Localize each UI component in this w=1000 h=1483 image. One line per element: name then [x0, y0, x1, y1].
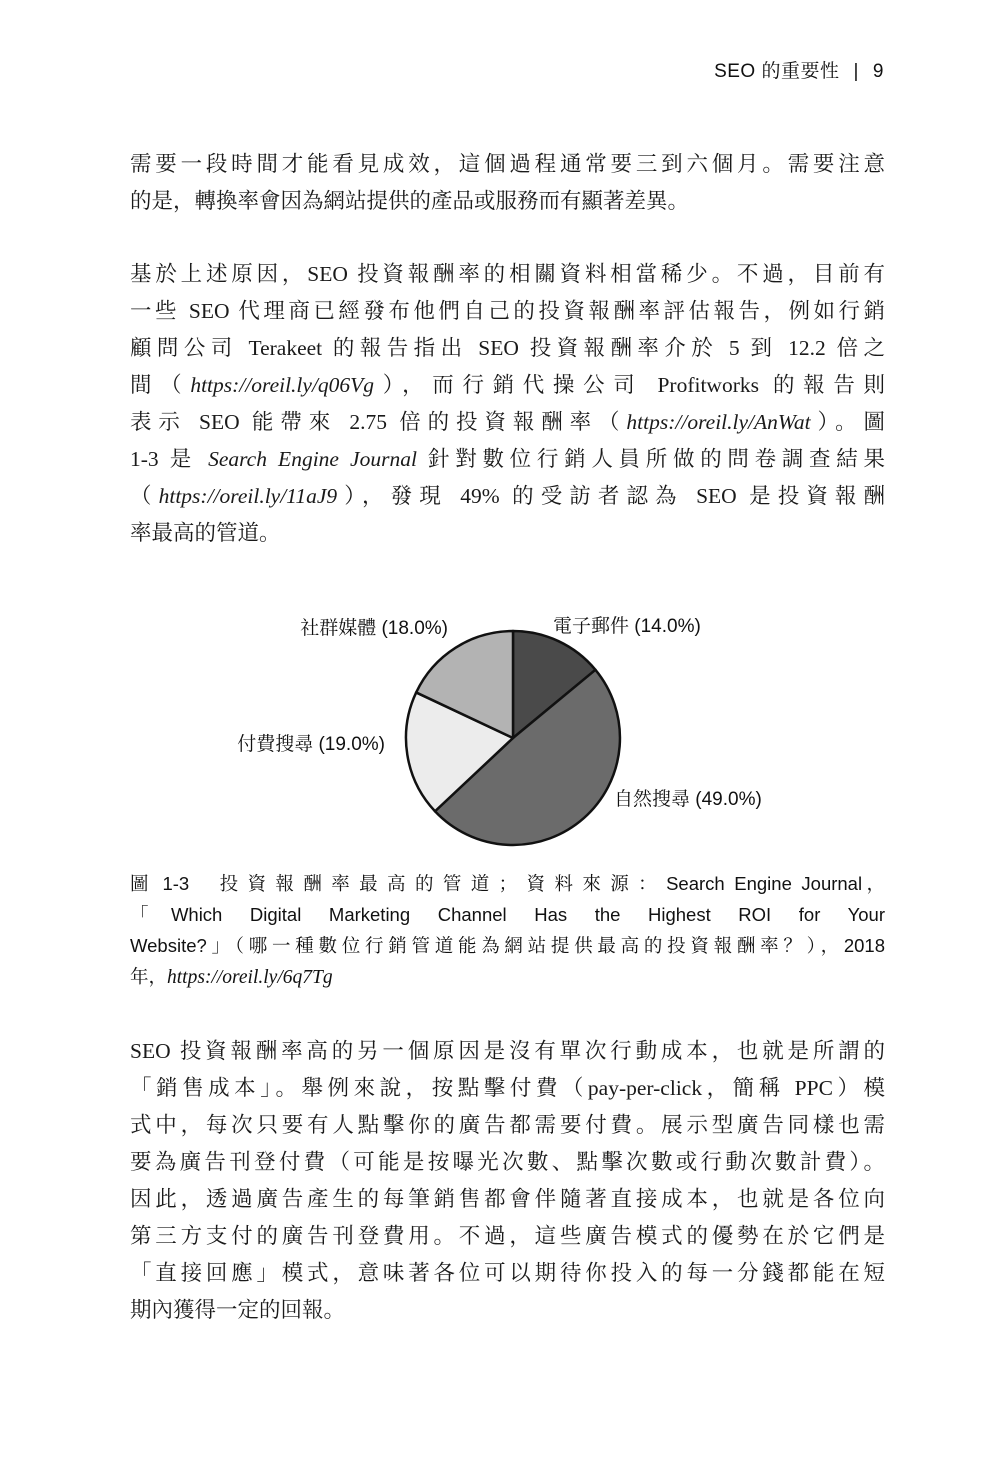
journal-name: Search Engine Journal [208, 447, 417, 471]
figure-caption [130, 868, 885, 993]
paragraph-line: 率最高的管道。 [130, 521, 281, 545]
paragraph-line: 式中，每次只要有人點擊你的廣告都需要付費。展示型廣告同樣也需 [130, 1113, 885, 1137]
link-profitworks[interactable]: https://oreil.ly/AnWat [626, 410, 811, 434]
paragraph-line: 因此，透過廣告產生的每筆銷售都會伴隨著直接成本，也就是各位向 [130, 1187, 885, 1211]
running-head-title: SEO 的重要性 [714, 61, 840, 82]
text-run: 間（ [130, 373, 191, 397]
slice-label: 社群媒體 (18.0%) [300, 618, 448, 639]
paragraph-line [130, 404, 885, 441]
page-number: 9 [872, 61, 884, 82]
link-figure-source[interactable]: https://oreil.ly/6q7Tg [167, 967, 333, 988]
link-terakeet[interactable]: https://oreil.ly/q06Vg [190, 373, 375, 397]
text-run: ），而行銷代操公司 Profitworks 的報告則 [374, 373, 885, 397]
paragraph-line: 一些 SEO 代理商已經發布他們自己的投資報酬率評估報告，例如行銷 [130, 299, 885, 323]
paragraph-line: 基於上述原因，SEO 投資報酬率的相關資料相當稀少。不過，目前有 [130, 262, 885, 286]
paragraph-line: 要為廣告刊登付費（可能是按曝光次數、點擊次數或行動次數計費）。 [130, 1150, 885, 1174]
paragraph-line [130, 478, 885, 515]
slice-label: 付費搜尋 (19.0%) [237, 734, 385, 755]
slice-label: 自然搜尋 (49.0%) [614, 789, 762, 810]
text-run: ），發現 49% 的受訪者認為 SEO 是投資報酬 [337, 484, 885, 508]
text-run: ）。圖 [810, 410, 885, 434]
caption-line [130, 868, 885, 899]
figure-title: 投資報酬率最高的管道；資料來源： [215, 873, 667, 894]
paragraph-line: 「銷售成本」。舉例來說，按點擊付費（pay-per-click，簡稱 PPC）模 [130, 1076, 885, 1100]
slice-label: 電子郵件 (14.0%) [553, 616, 701, 637]
paragraph-3 [130, 1033, 885, 1329]
figure-number: 圖 1-3 [130, 873, 190, 894]
paragraph-line: 顧問公司 Terakeet 的報告指出 SEO 投資報酬率介於 5 到 12.2 倍之 [130, 336, 885, 360]
paragraph-line: 期內獲得一定的回報。 [130, 1298, 346, 1322]
running-head-separator: | [853, 61, 859, 82]
paragraph-line: SEO 投資報酬率高的另一個原因是沒有單次行動成本，也就是所謂的 [130, 1039, 885, 1063]
caption-line: 「Which Digital Marketing Channel Has the Highest ROI for Your [130, 904, 885, 925]
text-run: Search Engine Journal， [666, 873, 885, 894]
paragraph-line: 第三方支付的廣告刊登費用。不過，這些廣告模式的優勢在於它們是 [130, 1224, 885, 1248]
paragraph-2 [130, 256, 885, 552]
text-run: 年， [130, 966, 168, 987]
text-run: 針對數位行銷人員所做的問卷調查結果 [416, 447, 885, 471]
paragraph-line [130, 367, 885, 404]
paragraph-line: 的是，轉換率會因為網站提供的產品或服務而有顯著差異。 [130, 189, 690, 213]
paragraph-line: 「直接回應」模式，意味著各位可以期待你投入的每一分錢都能在短 [130, 1261, 885, 1285]
pie-slices [406, 631, 620, 845]
paragraph-1 [130, 146, 885, 220]
text-run: （ [130, 484, 159, 508]
caption-line [130, 961, 885, 993]
caption-line: Website?」（哪一種數位行銷管道能為網站提供最高的投資報酬率？），2018 [130, 935, 885, 956]
paragraph-line [130, 441, 885, 478]
link-survey[interactable]: https://oreil.ly/11aJ9 [158, 484, 338, 508]
text-run: 1-3 是 [130, 447, 209, 471]
paragraph-line: 需要一段時間才能看見成效，這個過程通常要三到六個月。需要注意 [130, 152, 885, 176]
pie-chart [0, 600, 1000, 860]
text-run: 表示 SEO 能帶來 2.75 倍的投資報酬率（ [130, 410, 627, 434]
running-head [714, 56, 884, 83]
